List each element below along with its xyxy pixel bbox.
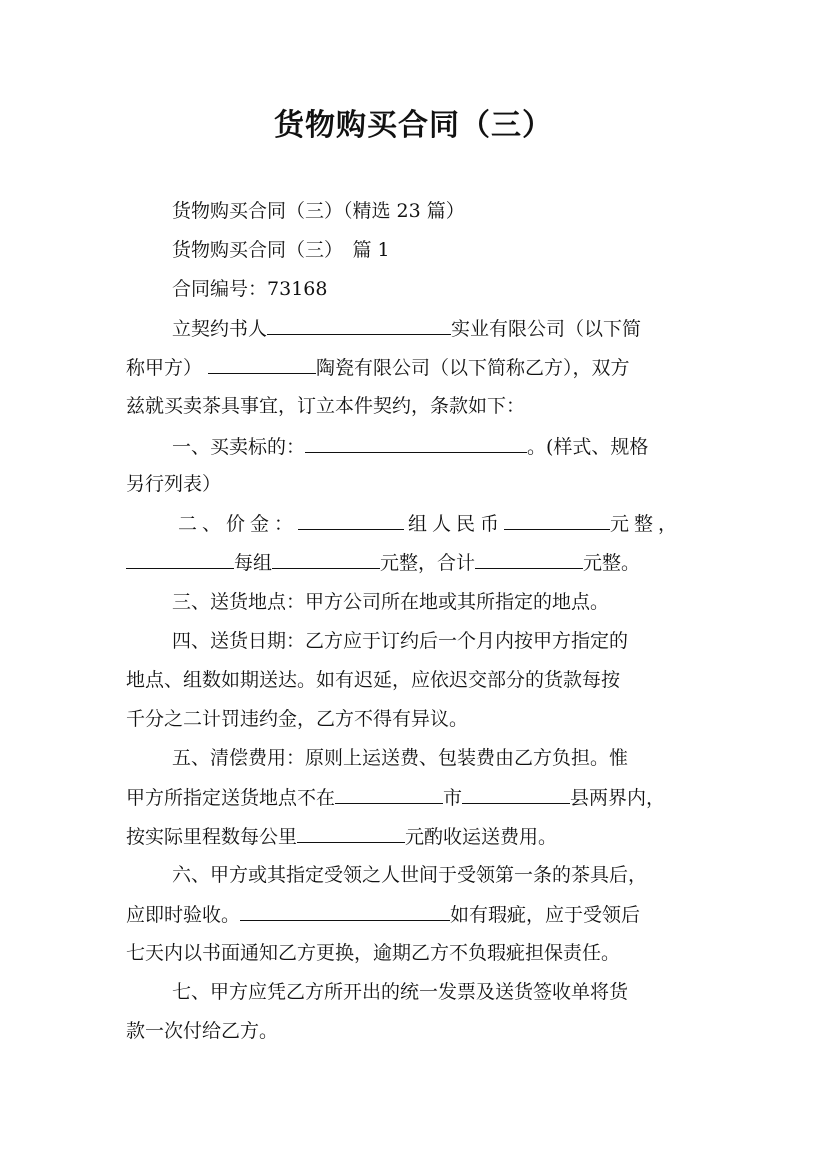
contract-number — [172, 276, 327, 302]
blank-line — [305, 433, 527, 453]
article-text: 市 — [443, 787, 463, 809]
article-4-line-3: 千分之二计罚违约金，乙方不得有异议。 — [126, 708, 469, 730]
article-text: 。(样式、规格 — [527, 436, 649, 458]
article-2-line-2 — [126, 549, 640, 576]
article-text: 甲方所指定送货地点不在 — [126, 787, 336, 809]
contract-number-value: 73168 — [267, 278, 328, 300]
article-text: 组人民币 — [408, 513, 505, 535]
article-text: 县两界内， — [570, 787, 666, 809]
page-title: 货物购买合同（三） — [274, 108, 553, 143]
article-5-line-3 — [126, 823, 557, 850]
article-text: 二、价金： — [178, 513, 299, 535]
article-text: 应即时验收。 — [126, 904, 241, 926]
intro-text: 实业有限公司（以下简 — [451, 318, 642, 340]
article-5-line-1: 五、清偿费用：原则上运送费、包装费由乙方负担。惟 — [172, 747, 629, 769]
article-4-line-1: 四、送货日期：乙方应于订约后一个月内按甲方指定的 — [172, 630, 629, 652]
article-2-line-1 — [178, 510, 682, 537]
intro-line-3: 兹就买卖茶具事宜，订立本件契约，条款如下： — [126, 395, 526, 417]
intro-text: 陶瓷有限公司（以下简称乙方），双方 — [316, 357, 630, 379]
article-text: 元整，合计 — [380, 552, 476, 574]
article-1-line-1 — [172, 433, 648, 460]
article-6-line-1: 六、甲方或其指定受领之人世间于受领第一条的茶具后， — [172, 864, 648, 886]
subtitle: 货物购买合同（三）（精选 23 篇） — [172, 200, 465, 222]
article-1-line-2: 另行列表） — [126, 473, 222, 495]
article-7-line-1: 七、甲方应凭乙方所开出的统一发票及送货签收单将货 — [172, 981, 629, 1003]
blank-line — [297, 823, 405, 843]
intro-line-2 — [126, 354, 630, 381]
blank-line — [272, 549, 380, 569]
intro-text: 称甲方） — [126, 357, 203, 379]
blank-line — [267, 315, 451, 335]
blank-line — [335, 784, 443, 804]
chapter-heading: 货物购买合同（三） 篇 1 — [172, 239, 390, 261]
blank-line — [475, 549, 583, 569]
article-text: 一、买卖标的： — [172, 436, 306, 458]
article-text: 元整， — [610, 513, 683, 535]
intro-text: 立契约书人 — [172, 318, 268, 340]
article-3: 三、送货地点：甲方公司所在地或其所指定的地点。 — [172, 591, 610, 613]
blank-line — [240, 901, 450, 921]
contract-number-label: 合同编号： — [172, 278, 268, 300]
article-text: 元整。 — [583, 552, 641, 574]
article-7-line-2: 款一次付给乙方。 — [126, 1020, 279, 1042]
blank-line — [462, 784, 570, 804]
article-5-line-2 — [126, 784, 665, 811]
blank-line — [504, 510, 610, 530]
blank-line — [298, 510, 404, 530]
article-6-line-3: 七天内以书面通知乙方更换，逾期乙方不负瑕疵担保责任。 — [126, 942, 621, 964]
article-text: 每组 — [234, 552, 273, 574]
blank-line — [208, 354, 316, 374]
intro-line-1 — [172, 315, 641, 342]
article-text: 如有瑕疵，应于受领后 — [450, 904, 641, 926]
article-6-line-2 — [126, 901, 640, 928]
blank-line — [126, 549, 234, 569]
article-text: 元酌收运送费用。 — [405, 826, 558, 848]
article-4-line-2: 地点、组数如期送达。如有迟延，应依迟交部分的货款每按 — [126, 669, 621, 691]
article-text: 按实际里程数每公里 — [126, 826, 298, 848]
